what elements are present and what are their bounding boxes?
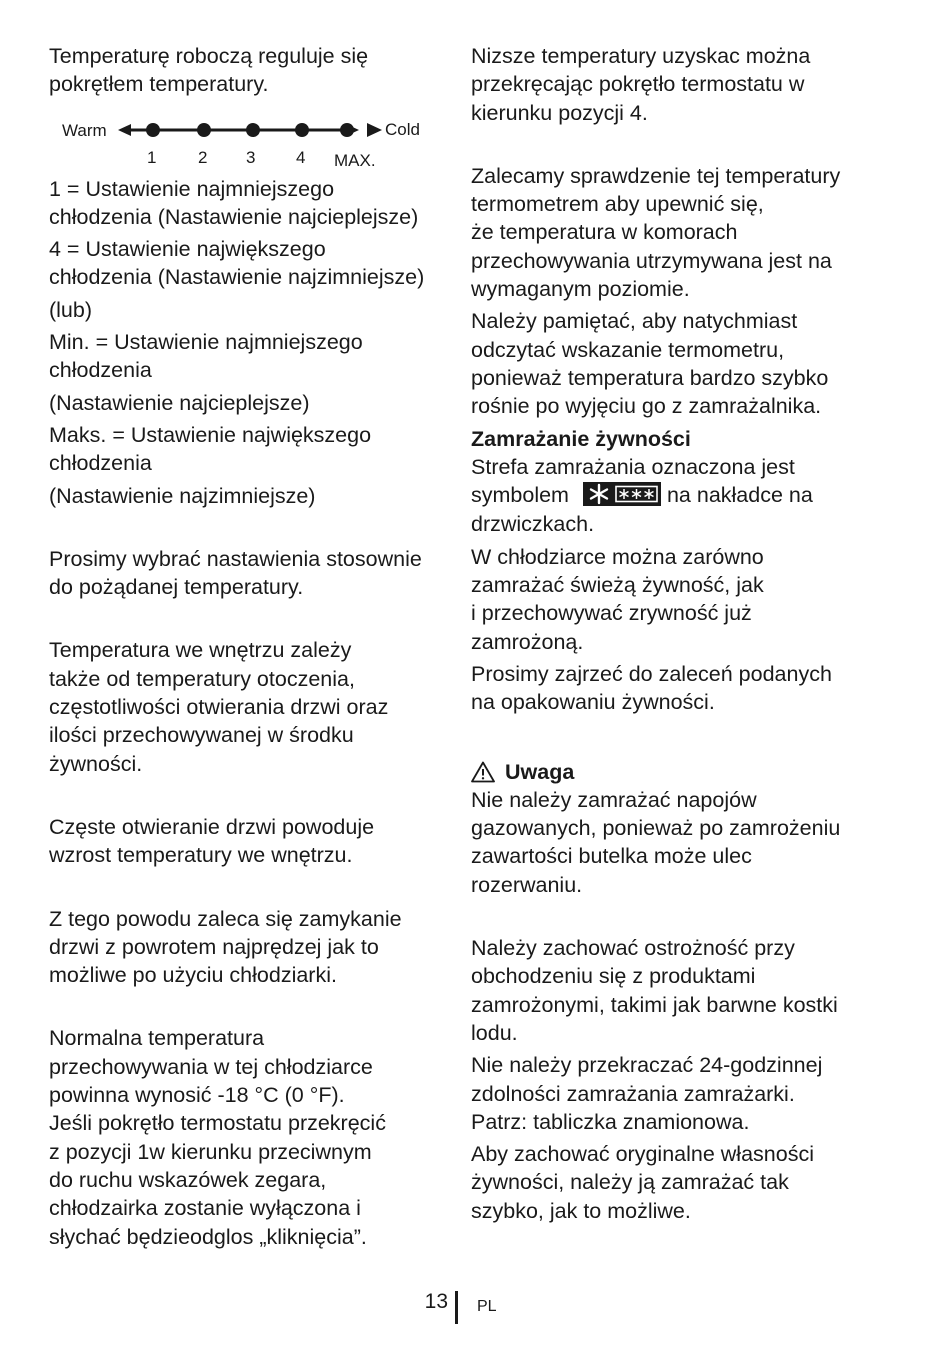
paragraph-door-opening: Częste otwieranie drzwi powoduje wzrost temperatury we wnętrzu. [49,814,375,868]
thermostat-scale-svg [49,109,449,171]
scale-tick-4: 4 [296,147,306,167]
paragraph-lower-temperatures: Nizsze temperatury uzyskac można przekręcając pokrętło termostatu w kierunku pozycji 4. [471,44,811,125]
scale-warm-label: Warm [62,120,107,140]
scale-dot-1 [146,123,160,137]
scale-tick-3: 3 [246,147,256,167]
language-code: PL [477,1298,497,1315]
scale-cold-label: Cold [385,119,420,139]
paragraph-fresh-and-frozen: W chłodziarce można zarówno zamrażać świeżą żywność, jak i przechowywać zrywność już zamrożoną. [471,544,764,654]
setting-item: Min. = Ustawienie najmniejszego chłodzenia [49,330,363,383]
footer-divider [455,1291,458,1324]
warning-heading [471,758,871,786]
right-column [471,42,871,1225]
intro-paragraph: Temperaturę roboczą reguluje się pokrętłem temperatury. [49,44,369,97]
setting-item: Maks. = Ustawienie największego chłodzenia [49,422,372,476]
paragraph-thermometer-check: Zalecamy sprawdzenie tej temperatury termometrem aby upewnić się, że temperatura w komorach przechowywania utrzymywana jest na wymaganym poziomie. [471,163,841,302]
paragraph-caution-frozen-products: Należy zachować ostrożność przy obchodzeniu się z produktami zamrożonymi, takimi jak barwne kostki lodu. [471,936,838,1045]
freezing-heading: Zamrażanie żywności [471,426,691,451]
page-footer [0,1289,950,1329]
setting-item: (Nastawienie najzimniejsze) [49,483,316,508]
scale-dot-2 [197,123,211,137]
paragraph-freezing-capacity: Nie należy przekraczać 24-godzinnej zdolności zamrażania zamrażarki. Patrz: tabliczka znamionowa. [471,1053,823,1134]
left-column [49,42,449,1251]
paragraph-close-door: Z tego powodu zaleca się zamykanie drzwi z powrotem najprędzej jak to możliwe po użyciu chłodziarki. [49,906,402,988]
paragraph-packaging-advice: Prosimy zajrzeć do zaleceń podanych na opakowaniu żywności. [471,661,832,715]
scale-arrow-tip-right [367,123,382,137]
scale-dot-max [340,123,354,137]
paragraph-normal-temperature: Normalna temperatura przechowywania w tej chłodziarce powinna wynosić -18 °C (0 °F). Jeśli pokrętło termostatu przekręcić z pozycji 1w kierunku przeciwnym do ruchu wskazówek zegara, chłodzairka zostanie wyłączona i słychać będzieodglos „kliknięcia”. [49,1026,386,1249]
setting-item: 1 = Ustawienie najmniejszego chłodzenia (Nastawienie najcieplejsze) [49,176,419,229]
four-star-freezer-icon [583,482,661,506]
warning-triangle-icon [471,761,495,783]
scale-tick-1: 1 [147,147,157,167]
page-number: 13 [424,1290,448,1313]
paragraph-read-thermometer: Należy pamiętać, aby natychmiast odczytać wskazanie termometru, ponieważ temperatura bardzo szybko rośnie po wyjęciu go z zamrażalnika. [471,309,829,419]
setting-item: 4 = Ustawienie największego chłodzenia (Nastawienie najzimniejsze) [49,237,425,290]
paragraph-freeze-quickly: Aby zachować oryginalne własności żywności, należy ją zamrażać tak szybko, jak to możliwe. [471,1142,814,1223]
thermostat-scale-diagram [49,109,449,171]
paragraph-freezing-zone: Strefa zamrażania oznaczona jest symbolem na nakładce na drzwiczkach. [471,454,813,537]
paragraph-choose-setting: Prosimy wybrać nastawienia stosownie do pożądanej temperatury. [49,546,422,600]
paragraph-inner-temperature: Temperatura we wnętrzu zależy także od temperatury otoczenia, częstotliwości otwierania drzwi oraz ilości przechowywanej w środku żywności. [49,638,389,776]
scale-dot-3 [246,123,260,137]
setting-item: (Nastawienie najcieplejsze) [49,390,310,415]
scale-tick-2: 2 [198,147,208,167]
scale-tick-max: MAX. [334,150,376,170]
scale-dot-4 [295,123,309,137]
warning-heading-text: Uwaga [505,759,575,784]
paragraph-warning-carbonated: Nie należy zamrażać napojów gazowanych, ponieważ po zamrożeniu zawartości butelka może ulec rozerwaniu. [471,787,841,897]
setting-item: (lub) [49,297,93,322]
